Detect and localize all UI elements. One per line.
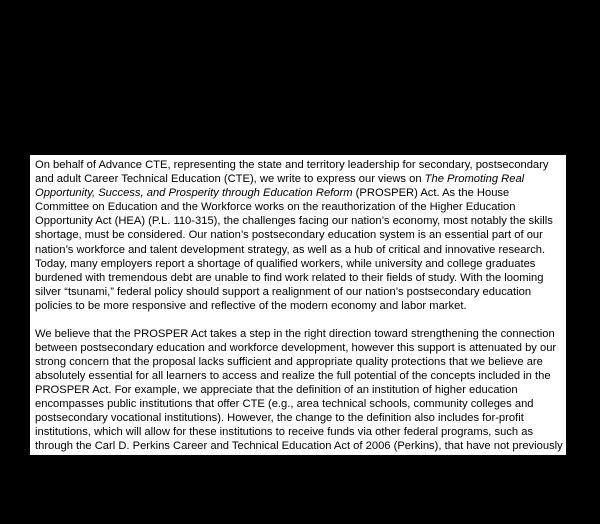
paragraph-1-text-b: (PROSPER) Act. As the House Committee on Education and the Workforce works on the reauthorization of the Higher Education Opportunity Act (HEA) (P.L. 110-315), the challenges facing our nation’s economy, most notably the skills shortage, must be considered. Our nation’s postsecondary education system is an essential part of our nation’s workforce and talent development strategy, as well as a hub of critical and innovative research. Today, many employers report a shortage of qualified workers, while university and college graduates burdened with tremendous debt are unable to find work related to their fields of study. With the looming silver “tsunami,” federal policy should support a realignment of our nation’s postsecondary education policies to be more responsive and reflective of the modern economy and labor market. <box>35 187 553 312</box>
paragraph-1 <box>35 158 563 313</box>
document-page <box>30 155 566 523</box>
paragraph-1-text-a: On behalf of Advance CTE, representing the state and territory leadership for secondary, postsecondary and adult Career Technical Education (CTE), we write to express our views on <box>35 159 549 186</box>
document-body <box>30 155 563 524</box>
paragraph-1-act-title: The Promoting Real Opportunity, Success, and Prosperity through Education Reform <box>35 173 525 200</box>
paragraph-2: We believe that the PROSPER Act takes a step in the right direction toward strengthening the connection between postsecondary education and workforce development, however this support is attenuated by our strong concern that the proposal lacks sufficient and appropriate quality protections that we believe are absolutely essential for all learners to access and realize the full potential of the concepts included in the PROSPER Act. For example, we appreciate that the definition of an institution of higher education encompasses public institutions that offer CTE (e.g., area technical schools, community colleges and postsecondary vocational institutions). However, the change to the definition also includes for-profit institutions, which will allow for these institutions to receive funds via other federal programs, such as through the Carl D. Perkins Career and Technical Education Act of 2006 (Perkins), that have not previously been eligible. We are concerned that without further refinement to this definition, this dramatic shift in eligibility would dilute an already limited investment in CTE to the degree that the funds received would have minimal impact and reach to meaningfully improve these programs and increase equitable access to them, which are the primary purposes of the Perkins Act. Furthermore, it is important to recognize that in connecting postsecondary <box>35 327 563 523</box>
